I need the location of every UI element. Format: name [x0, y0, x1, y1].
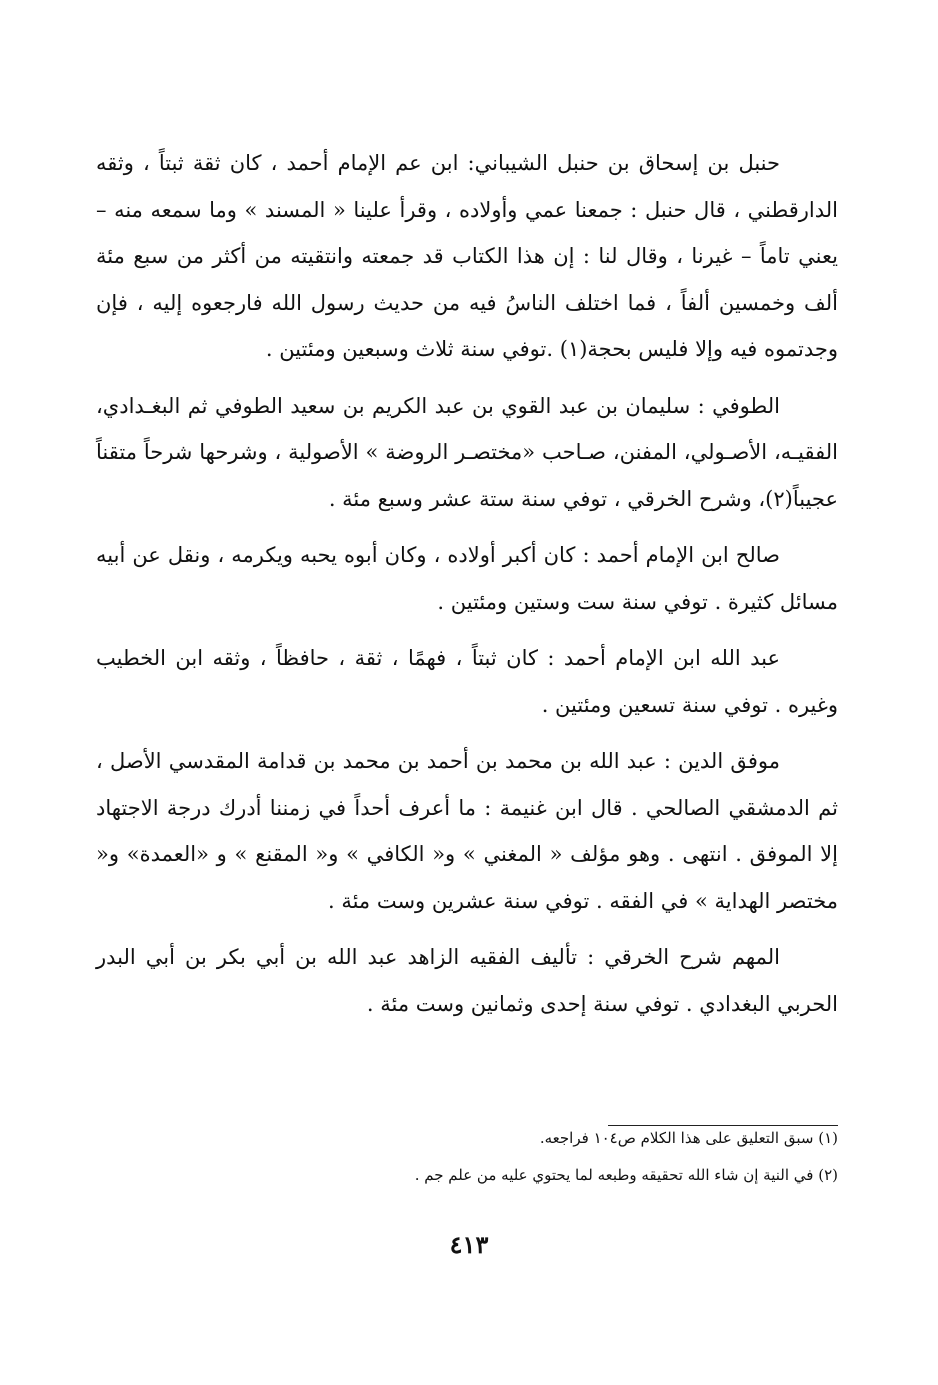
footnote-1: (١) سبق التعليق على هذا الكلام ص١٠٤ فراجعه.: [539, 1129, 838, 1147]
page-number: ٤١٣: [449, 1230, 489, 1259]
entry-al-muhim: المهم شرح الخرقي : تأليف الفقيه الزاهد عبد الله بن أبي بكر بن أبي البدر الحربي البغدادي . توفي سنة إحدى وثمانين وست مئة .: [96, 945, 838, 1016]
entry-al-tufi: الطوفي : سليمان بن عبد القوي بن عبد الكريم بن سعيد الطوفي ثم البغـدادي، الفقيـه، الأصـولي، المفنن، صـاحب «مختصـر الروضة » الأصولية ، وشرحها شرحاً متقناً عجيباً(٢)، وشرح الخرقي ، توفي سنة ستة عشر وسبع مئة .: [96, 393, 838, 511]
main-text: [96, 140, 838, 1037]
footnote-divider: [608, 1125, 838, 1126]
entry-muwaffaq-al-din: موفق الدين : عبد الله بن محمد بن أحمد بن محمد بن قدامة المقدسي الأصل ، ثم الدمشقي الصالحي . قال ابن غنيمة : ما أعرف أحداً في زمننا أدرك درجة الاجتهاد إلا الموفق . انتهى . وهو مؤلف « المغني » و« الكافي » و« المقنع » و «العمدة» و« مختصر الهداية » في الفقه . توفي سنة عشرين وست مئة .: [96, 749, 838, 913]
footnote-2: (٢) في النية إن شاء الله تحقيقه وطبعه لما يحتوي عليه من علم جم .: [414, 1166, 838, 1184]
footnotes: [96, 1128, 838, 1202]
entry-hanbal-ibn-ishaq: حنبل بن إسحاق بن حنبل الشيباني: ابن عم الإمام أحمد ، كان ثقة ثبتاً ، وثقه الدارقطني ، قال حنبل : جمعنا عمي وأولاده ، وقرأ علينا « المسند » وما سمعه منه – يعني تاماً – غيرنا ، وقال لنا : إن هذا الكتاب قد جمعته وانتقيته من أكثر من سبع مئة ألف وخمسين ألفاً ، فما اختلف الناسُ فيه من حديث رسول الله فارجعوه إليه ، فإن وجدتموه فيه وإلا فليس بحجة(١) .توفي سنة ثلاث وسبعين ومئتين .: [96, 151, 838, 361]
entry-abdullah: عبد الله ابن الإمام أحمد : كان ثبتاً ، فهمًا ، ثقة ، حافظاً ، وثقه ابن الخطيب وغيره . توفي سنة تسعين ومئتين .: [96, 646, 838, 717]
entry-salih: صالح ابن الإمام أحمد : كان أكبر أولاده ، وكان أبوه يحبه ويكرمه ، ونقل عن أبيه مسائل كثيرة . توفي سنة ست وستين ومئتين .: [96, 543, 838, 614]
